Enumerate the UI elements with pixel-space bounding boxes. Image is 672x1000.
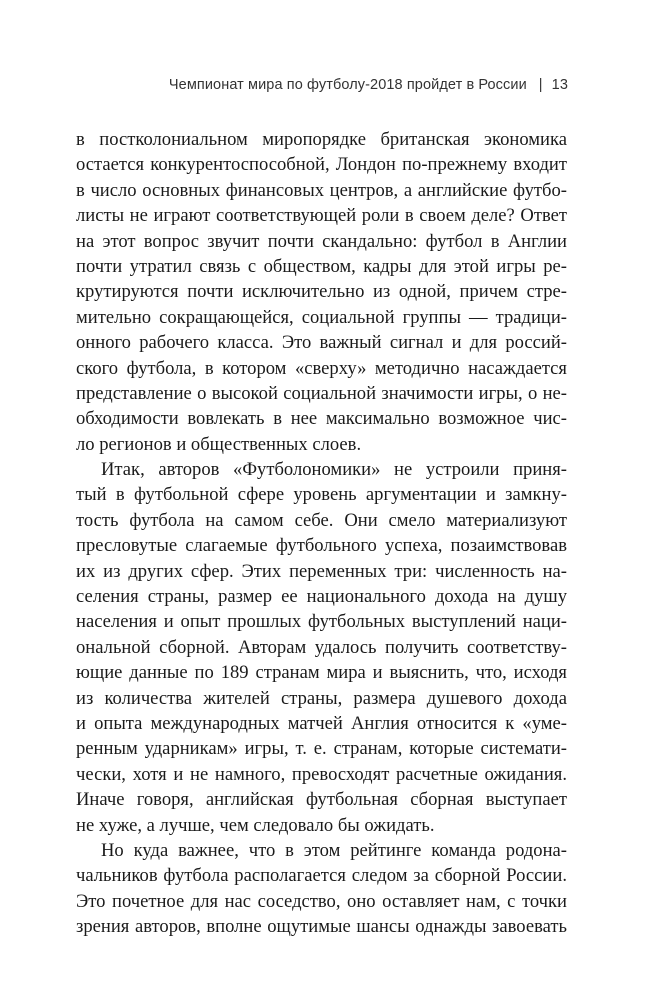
text-line: ющие данные по 189 странам мира и выяснить, что, исходя	[76, 662, 567, 684]
paragraph	[76, 838, 567, 940]
text-line: из количества жителей страны, размера душевого дохода	[76, 687, 567, 709]
text-line: пресловутые слагаемые футбольного успеха, позаимствовав	[76, 535, 567, 557]
text-line: тый в футбольной сфере уровень аргументации и замкну-	[76, 484, 567, 506]
text-line: селения страны, размер ее национального дохода на душу	[76, 586, 567, 608]
text-line: тость футбола на самом себе. Они смело материализуют	[76, 509, 567, 531]
text-line: в число основных финансовых центров, а английские футбо-	[76, 179, 567, 201]
body-text	[76, 127, 567, 940]
text-line: мительно сокращающейся, социальной группы — традици-	[76, 306, 567, 328]
paragraph	[76, 457, 567, 838]
text-line: онного рабочего класса. Это важный сигнал и для россий-	[76, 332, 567, 354]
page-number: 13	[551, 77, 568, 93]
text-line: Иначе говоря, английская футбольная сборная выступает	[76, 789, 567, 811]
text-line: населения и опыт прошлых футбольных выступлений наци-	[76, 611, 567, 633]
text-line: крутируются почти исключительно из одной, причем стре-	[76, 281, 567, 303]
text-line: зрения авторов, вполне ощутимые шансы однажды завоевать	[76, 916, 567, 938]
text-line: почти утратил связь с обществом, кадры для этой игры ре-	[76, 255, 567, 277]
text-line: ского футбола, в котором «сверху» методично насаждается	[76, 357, 567, 379]
text-line: их из других сфер. Этих переменных три: численность на-	[76, 560, 567, 582]
paragraph	[76, 127, 567, 457]
header-separator: |	[538, 77, 543, 93]
text-line: чески, хотя и не намного, превосходят расчетные ожидания.	[76, 763, 567, 785]
text-line: в постколониальном миропорядке британская экономика	[76, 129, 567, 150]
text-line: представление о высокой социальной значимости игры, о не-	[76, 382, 567, 404]
text-line: не хуже, а лучше, чем следовало бы ожидать.	[76, 814, 435, 836]
text-line: Это почетное для нас соседство, оно оставляет нам, с точки	[76, 890, 567, 912]
text-line: ренным ударникам» игры, т. е. странам, которые системати-	[76, 738, 567, 760]
text-line: остается конкурентоспособной, Лондон по-прежнему входит	[76, 154, 567, 176]
text-line: ло регионов и общественных слоев.	[76, 433, 362, 455]
text-line: на этот вопрос звучит почти скандально: футбол в Англии	[76, 230, 567, 252]
text-line: и опыта международных матчей Англия относится к «уме-	[76, 712, 567, 734]
running-header-title: Чемпионат мира по футболу-2018 пройдет в России	[168, 77, 527, 93]
text-line: ональной сборной. Авторам удалось получить соответству-	[76, 636, 567, 658]
text-line: Но куда важнее, что в этом рейтинге команда родона-	[101, 839, 567, 861]
text-line: Итак, авторов «Футболономики» не устроили приня-	[101, 459, 567, 481]
text-line: листы не играют соответствующей роли в своем деле? Ответ	[76, 205, 567, 227]
text-line: чальников футбола располагается следом за сборной России.	[76, 865, 567, 887]
running-header	[169, 77, 568, 93]
text-line: обходимости вовлекать в нее максимально возможное чис-	[76, 408, 567, 430]
